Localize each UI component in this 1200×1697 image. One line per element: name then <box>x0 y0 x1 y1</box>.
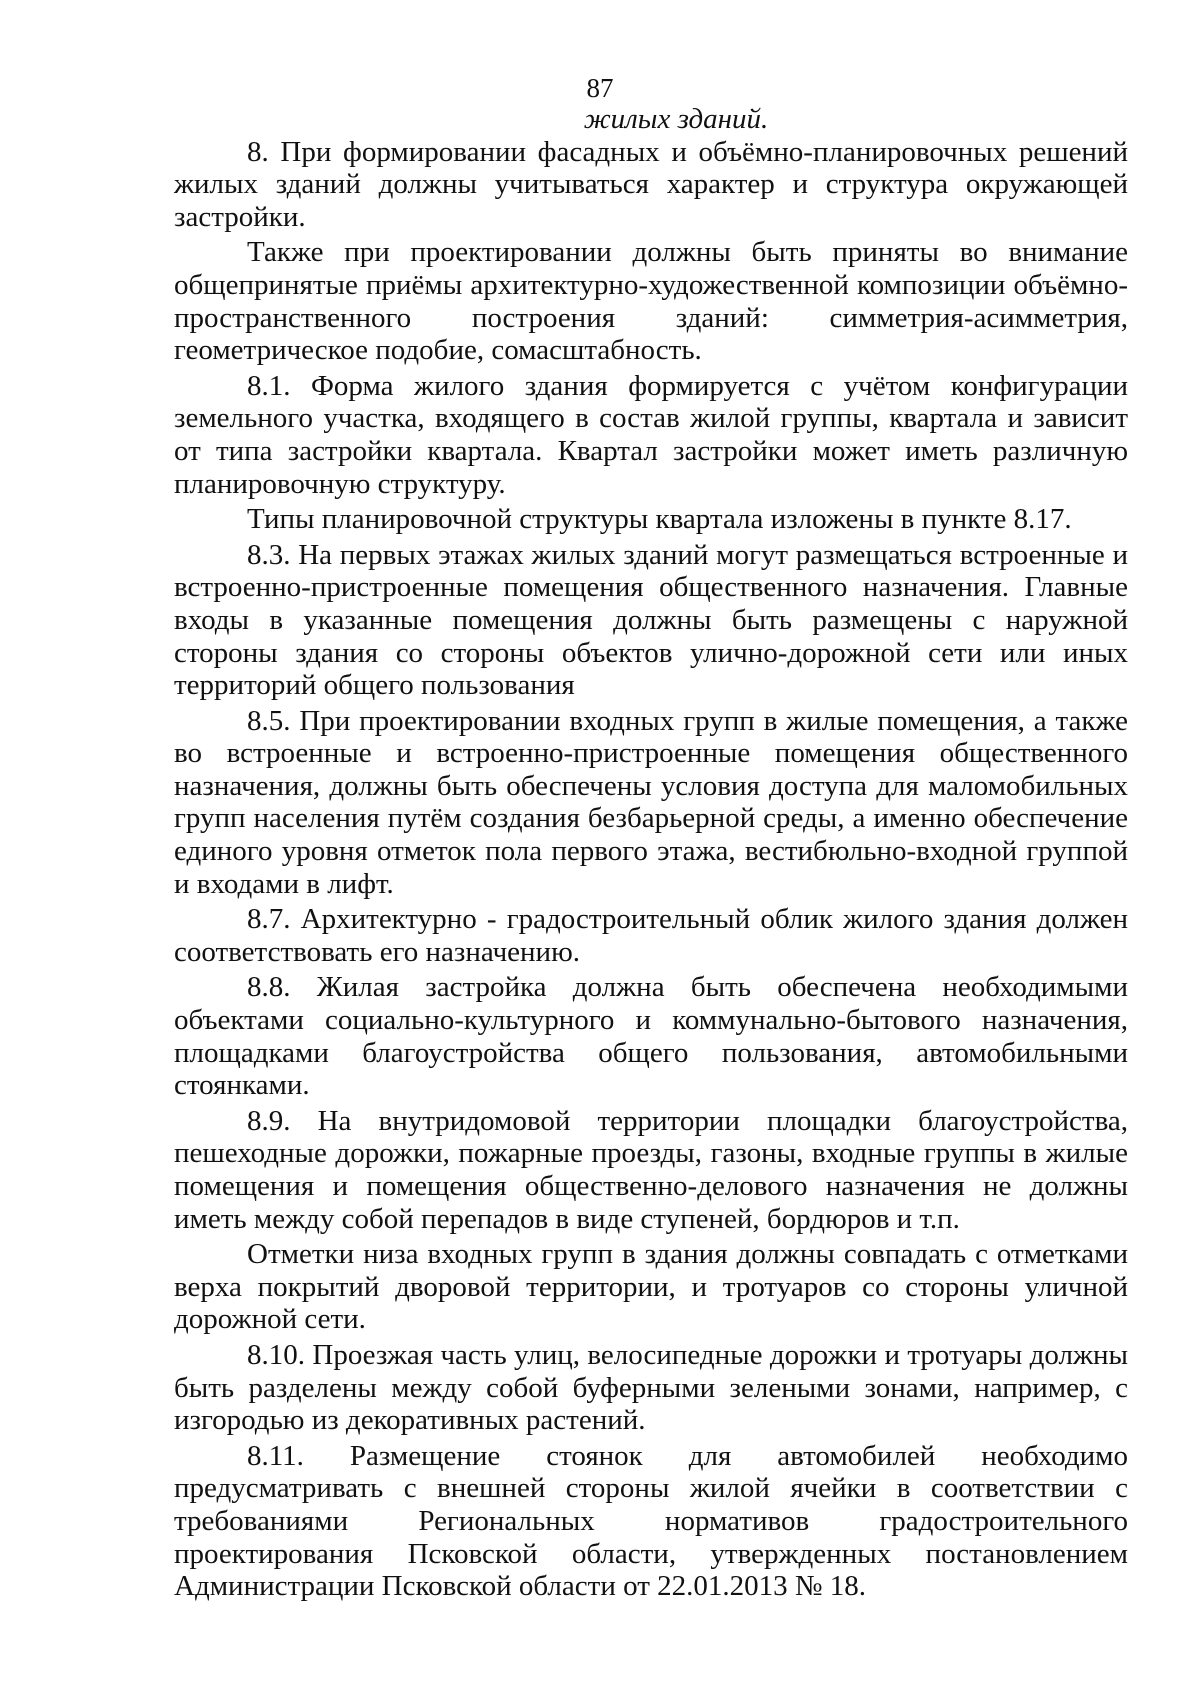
continued-heading: жилых зданий. <box>583 103 769 135</box>
paragraph-8-5: 8.5. При проектировании входных групп в жилые помещения, а также во встроенные и встроенно-пристроенные помещения общественного назначения, должны быть обеспечены условия доступа для маломобильных групп населения путём создания безбарьерной среды, а именно обеспечение единого уровня отметок пола первого этажа, вестибюльно-входной группой и входами в лифт. <box>174 704 1128 900</box>
page-body <box>174 103 1128 1603</box>
paragraph-8: 8. При формировании фасадных и объёмно-планировочных решений жилых зданий должны учитываться характер и структура окружающей застройки. <box>174 135 1128 233</box>
paragraph-8-9: 8.9. На внутридомовой территории площадки благоустройства, пешеходные дорожки, пожарные проезды, газоны, входные группы в жилые помещения и помещения общественно-делового назначения не должны иметь между собой перепадов в виде ступеней, бордюров и т.п. <box>174 1104 1128 1235</box>
paragraph-8-1: 8.1. Форма жилого здания формируется с учётом конфигурации земельного участка, входящего в состав жилой группы, квартала и зависит от типа застройки квартала. Квартал застройки может иметь различную планировочную структуру. <box>174 369 1128 500</box>
paragraph-8-11: 8.11. Размещение стоянок для автомобилей необходимо предусматривать с внешней стороны жилой ячейки в соответствии с требованиями Региональных нормативов градостроительного проектирования Псковской области, утвержденных постановлением Администрации Псковской области от 22.01.2013 № 18. <box>174 1439 1128 1603</box>
paragraph-structure-types: Типы планировочной структуры квартала изложены в пункте 8.17. <box>247 503 1072 536</box>
paragraph-8-3: 8.3. На первых этажах жилых зданий могут размещаться встроенные и встроенно-пристроенные помещения общественного назначения. Главные входы в указанные помещения должны быть размещены с наружной стороны здания со стороны объектов улично-дорожной сети или иных территорий общего пользования <box>174 538 1128 702</box>
paragraph-composition: Также при проектировании должны быть приняты во внимание общепринятые приёмы архитектурно-художественной композиции объёмно-пространственного построения зданий: симметрия-асимметрия, геометрическое подобие, сомасштабность. <box>174 236 1128 367</box>
paragraph-entrance-levels: Отметки низа входных групп в здания должны совпадать с отметками верха покрытий дворовой территории, и тротуаров со стороны уличной дорожной сети. <box>174 1238 1128 1336</box>
page-number: 87 <box>586 73 614 103</box>
paragraph-8-8: 8.8. Жилая застройка должна быть обеспечена необходимыми объектами социально-культурного и коммунально-бытового назначения, площадками благоустройства общего пользования, автомобильными стоянками. <box>174 971 1128 1102</box>
paragraph-8-7: 8.7. Архитектурно - градостроительный облик жилого здания должен соответствовать его назначению. <box>174 903 1128 968</box>
paragraph-8-10: 8.10. Проезжая часть улиц, велосипедные дорожки и тротуары должны быть разделены между собой буферными зелеными зонами, например, с изгородью из декоративных растений. <box>174 1338 1128 1437</box>
